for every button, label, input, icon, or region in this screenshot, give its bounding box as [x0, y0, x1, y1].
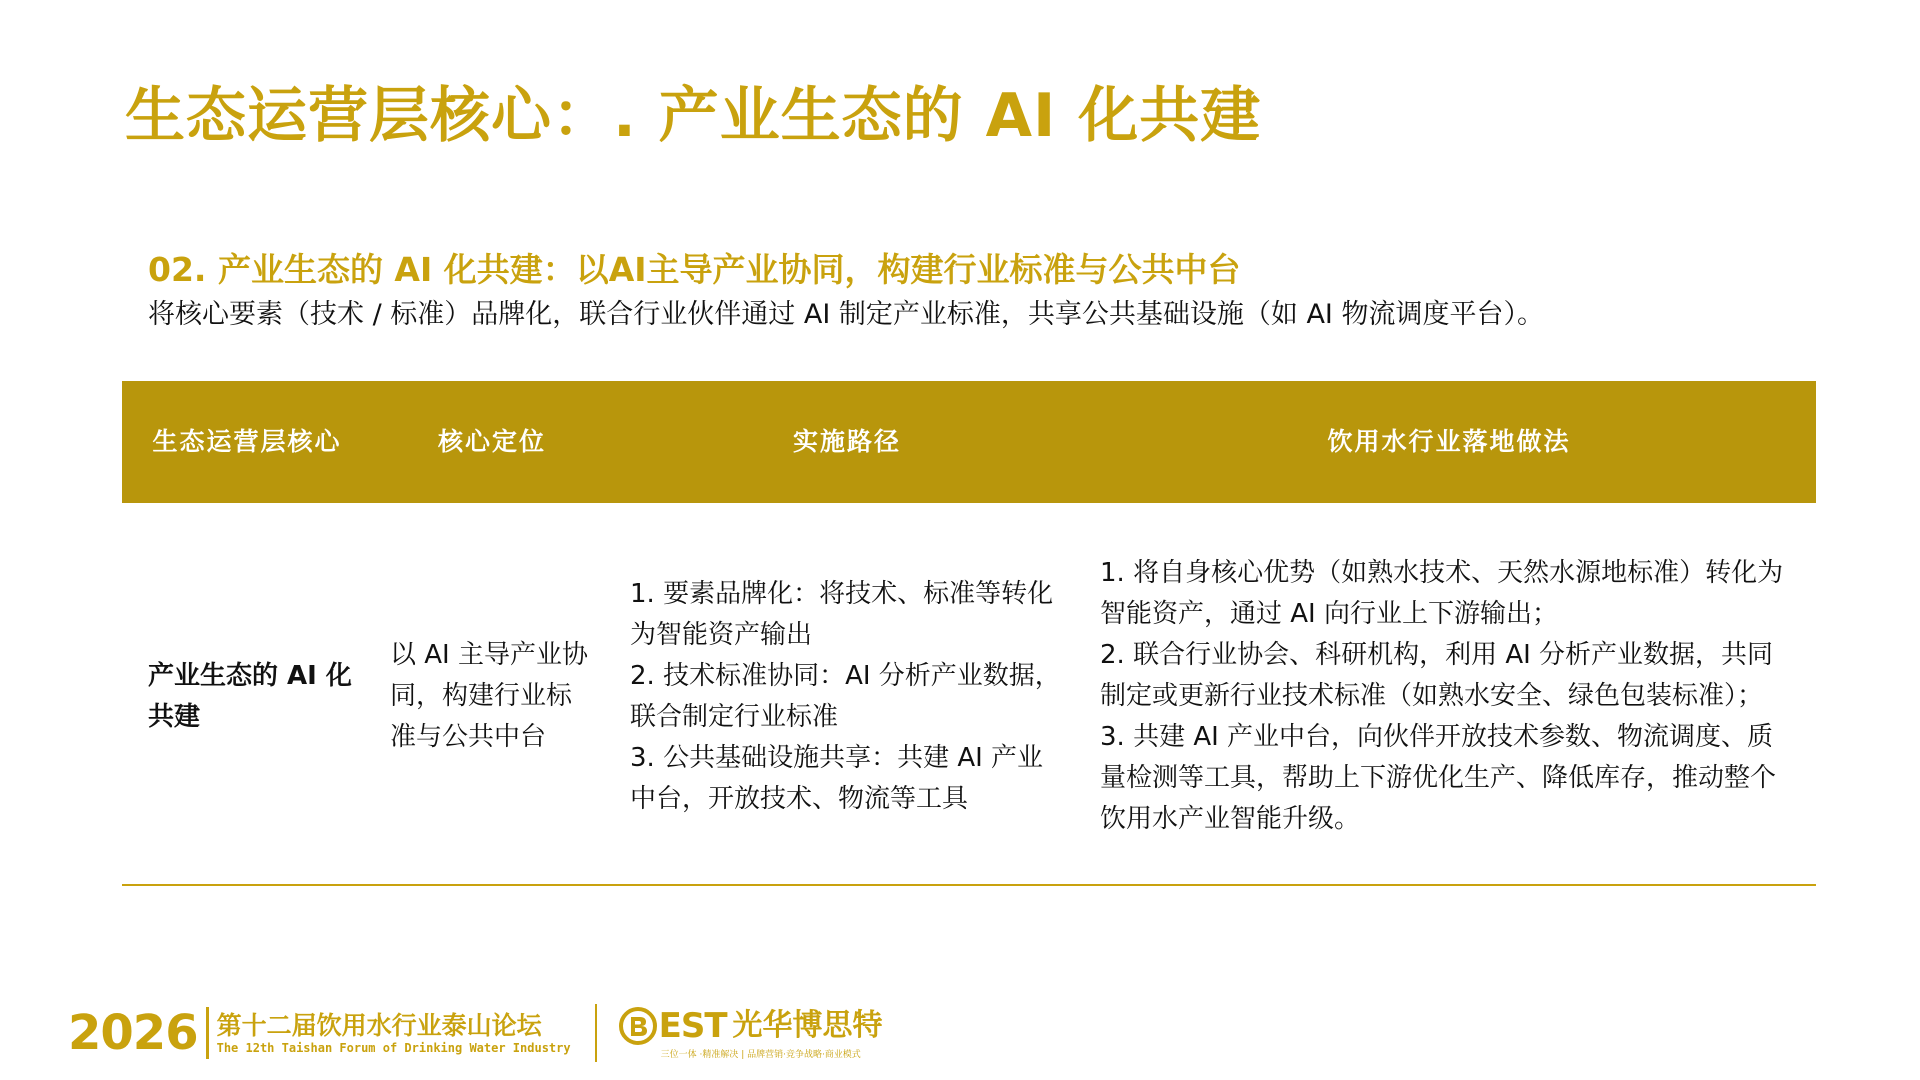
table-header-row [122, 381, 1816, 503]
cell-core-position: 以 AI 主导产业协同，构建行业标准与公共中台 [372, 503, 612, 885]
practice-step: 2. 联合行业协会、科研机构，利用 AI 分析产业数据，共同制定或更新行业技术标准（如熟水安全、绿色包装标准）； [1100, 640, 1774, 711]
footer-divider [595, 1004, 597, 1062]
brand-name-cn: 光华博思特 [732, 1007, 883, 1043]
path-step: 3. 公共基础设施共享：共建 AI 产业中台，开放技术、物流等工具 [630, 742, 1044, 814]
path-step: 1. 要素品牌化：将技术、标准等转化为智能资产输出 [630, 578, 1054, 650]
table-row [122, 503, 1816, 885]
header-core-position: 核心定位 [372, 381, 612, 503]
section-heading: 02. 产业生态的 AI 化共建：以AI主导产业协同，构建行业标准与公共中台 [148, 250, 1241, 289]
forum-name-en: The 12th Taishan Forum of Drinking Water Industry [216, 1041, 571, 1055]
cell-ecosystem-core: 产业生态的 AI 化共建 [122, 503, 372, 885]
forum-name-cn: 第十二届饮用水行业泰山论坛 [216, 1011, 542, 1040]
header-ecosystem-core: 生态运营层核心 [122, 381, 372, 503]
slide-title: 生态运营层核心：. 产业生态的 AI 化共建 [125, 81, 1262, 151]
section-description: 将核心要素（技术 / 标准）品牌化，联合行业伙伴通过 AI 制定产业标准，共享公共基础设施（如 AI 物流调度平台）。 [148, 299, 1544, 330]
ecosystem-table [122, 381, 1816, 886]
header-implementation-path: 实施路径 [612, 381, 1082, 503]
cell-implementation-path [612, 503, 1082, 885]
header-industry-practice: 饮用水行业落地做法 [1082, 381, 1816, 503]
brand-b-logo-icon [619, 1007, 657, 1045]
footer [68, 1003, 883, 1063]
brand-name-en: EST [658, 1005, 727, 1046]
brand-slogan: 三位一体 ·精准解决 | 品牌营销·竞争战略·商业模式 [660, 1049, 861, 1060]
path-step: 2. 技术标准协同：AI 分析产业数据，联合制定行业标准 [630, 660, 1061, 732]
practice-step: 3. 共建 AI 产业中台，向伙伴开放技术参数、物流调度、质量检测等工具，帮助上下游优化生产、降低库存，推动整个饮用水产业智能升级。 [1100, 722, 1777, 834]
forum-year: 2026 [68, 1007, 209, 1059]
brand-logo-block [619, 1007, 883, 1060]
cell-industry-practice [1082, 503, 1816, 885]
practice-step: 1. 将自身核心优势（如熟水技术、天然水源地标准）转化为智能资产，通过 AI 向行业上下游输出； [1100, 558, 1784, 629]
forum-name [209, 1011, 571, 1055]
